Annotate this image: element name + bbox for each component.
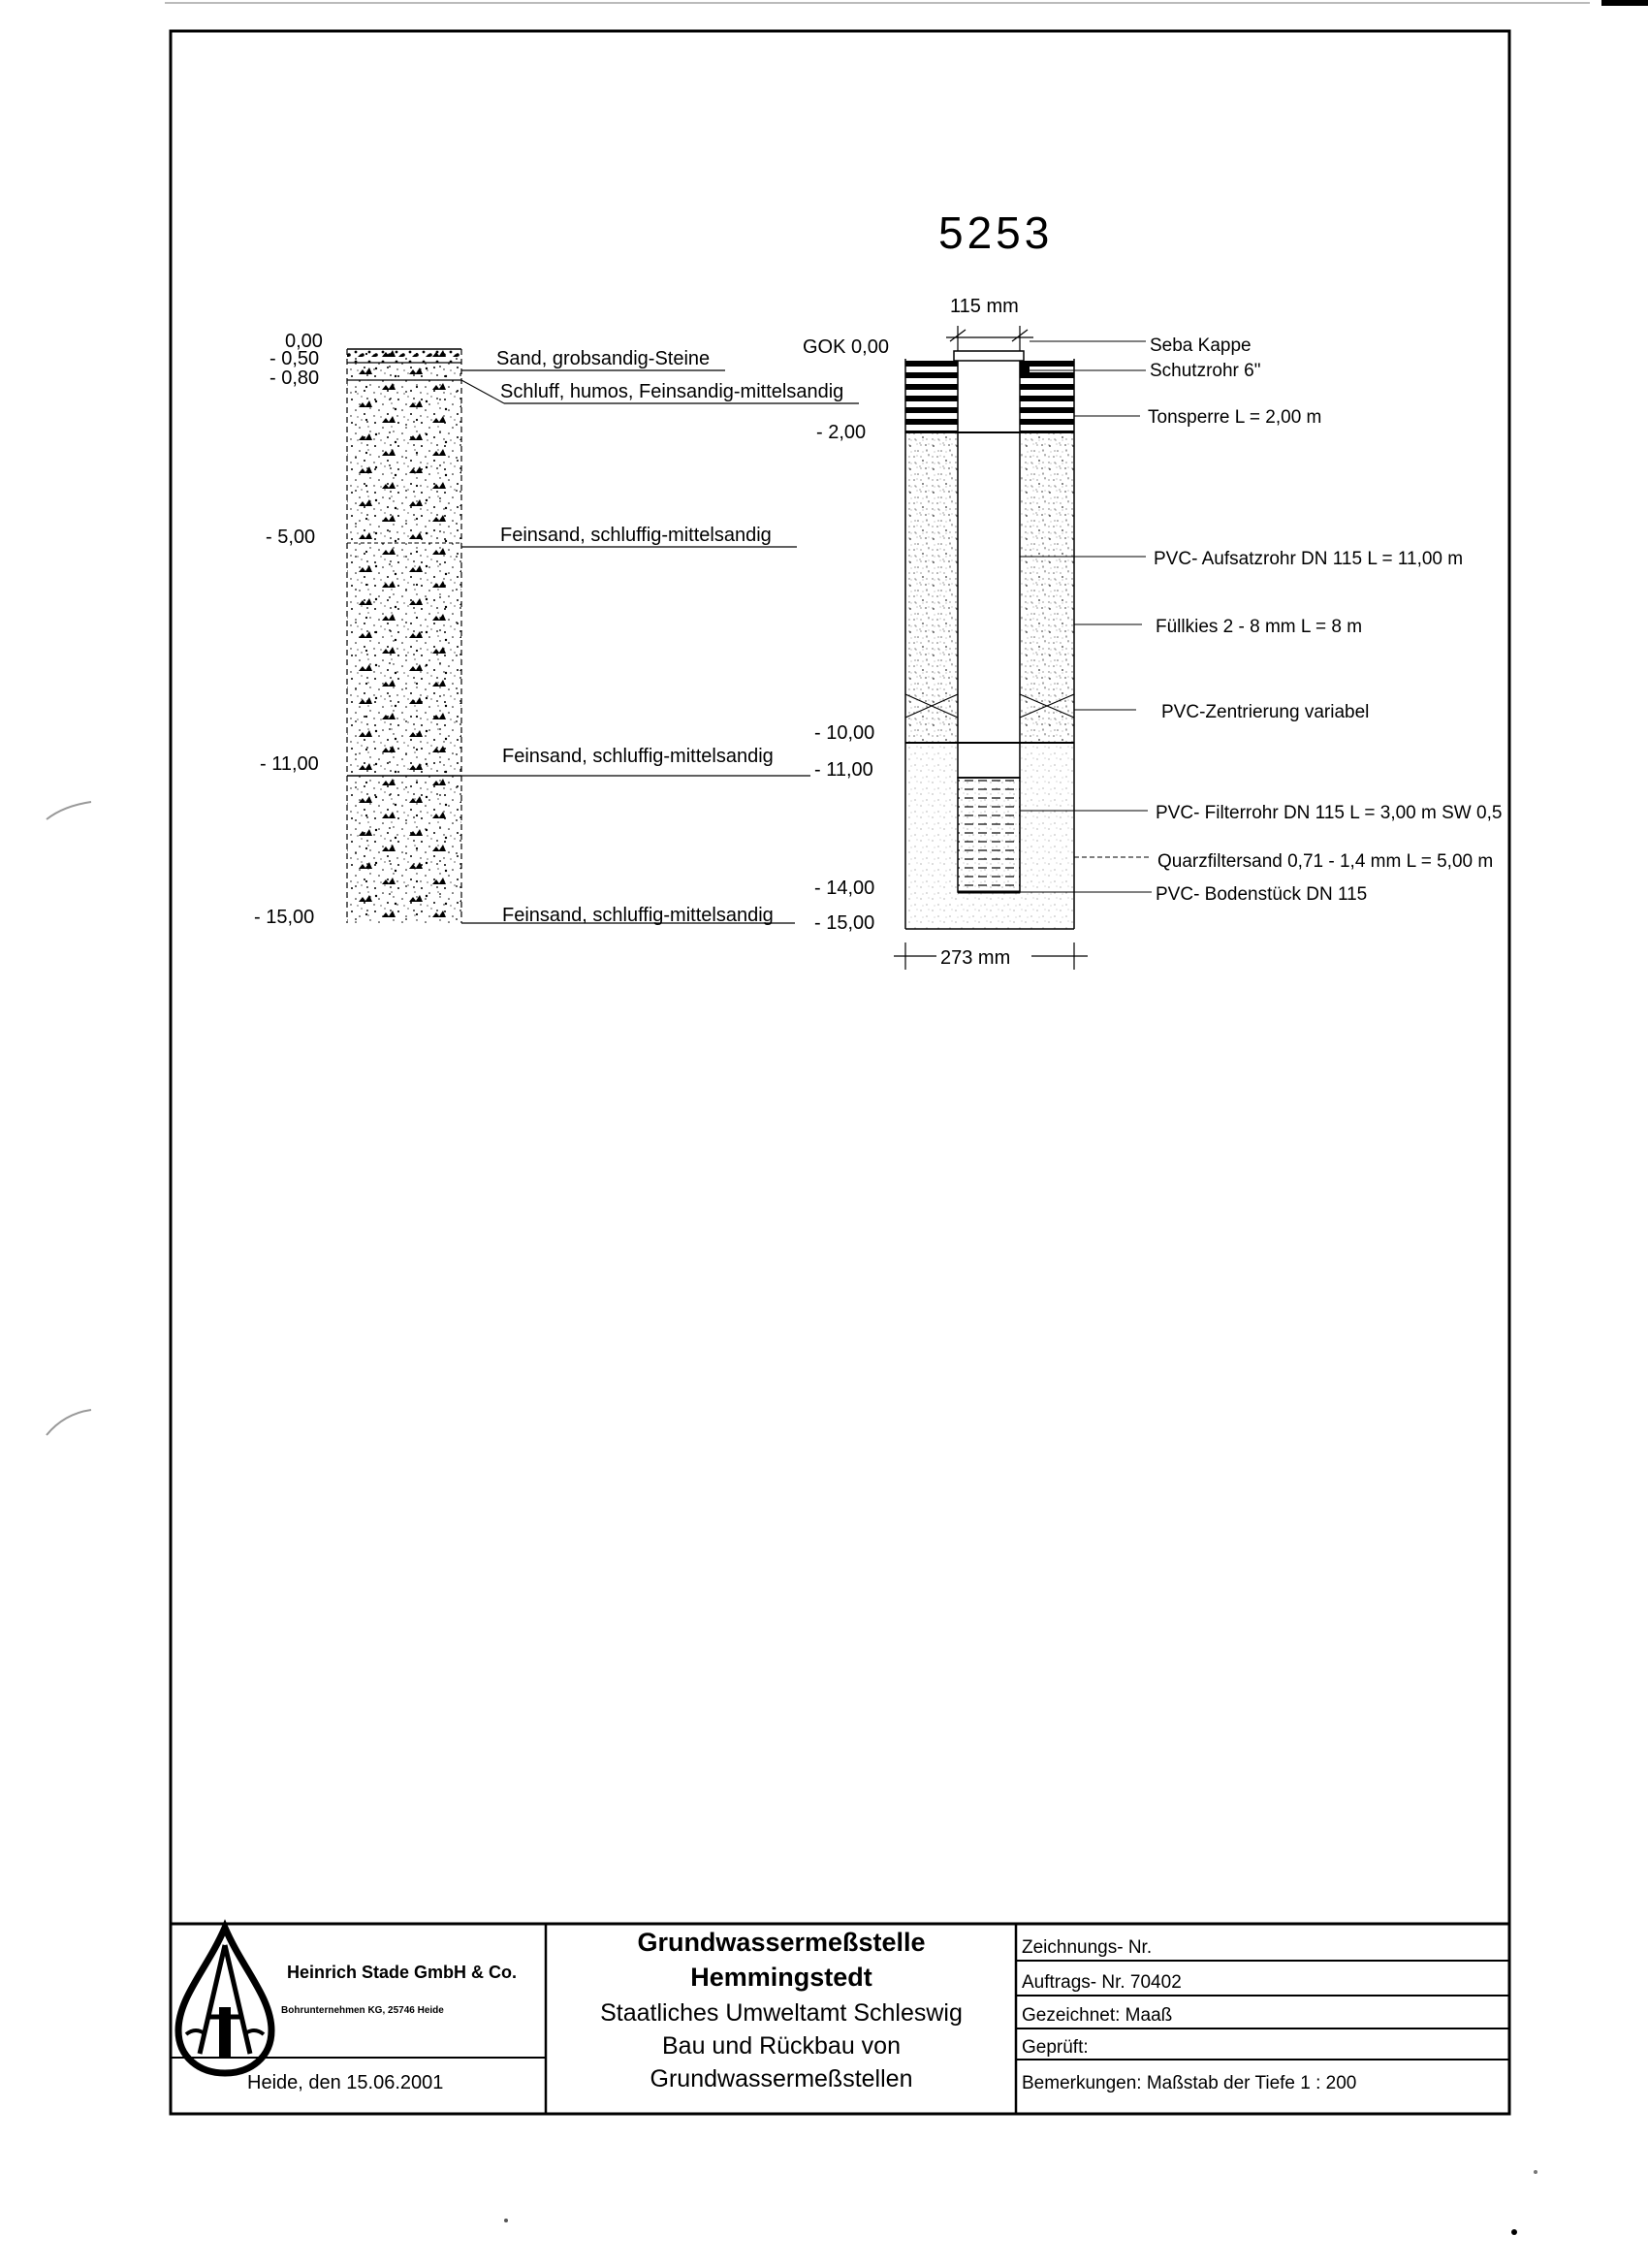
- bore-depth-label: - 0,50: [269, 348, 320, 369]
- component-label: PVC-Zentrierung variabel: [1161, 702, 1370, 722]
- bore-depth-label: - 0,80: [269, 367, 320, 389]
- well-depth-label: - 14,00: [814, 878, 875, 899]
- bore-log-layer-gravel: [347, 349, 461, 363]
- logo-bit: [219, 2007, 231, 2058]
- filter-screen: [958, 778, 1020, 892]
- component-label: Tonsperre L = 2,00 m: [1148, 407, 1322, 428]
- well-diagram: [905, 351, 1074, 929]
- order-number-field: Auftrags- Nr. 70402: [1022, 1972, 1182, 1993]
- punch-hole-mark: [47, 802, 91, 819]
- layer-description: Feinsand, schluffig-mittelsandig: [502, 746, 774, 767]
- layer-description: Sand, grobsandig-Steine: [496, 348, 711, 369]
- drawn-by-field: Gezeichnet: Maaß: [1022, 2005, 1173, 2026]
- drawing-client: Staatliches Umweltamt Schleswig: [600, 1999, 963, 2027]
- drawing-location: Hemmingstedt: [690, 1963, 872, 1992]
- scan-speck: [1511, 2229, 1517, 2235]
- company-name: Heinrich Stade GmbH & Co.: [287, 1963, 518, 1982]
- layer-description: Feinsand, schluffig-mittelsandig: [500, 525, 772, 546]
- sheet-number: 5253: [938, 208, 1054, 258]
- punch-hole-mark: [47, 1410, 91, 1435]
- layer-description: Feinsand, schluffig-mittelsandig: [502, 905, 774, 926]
- gok-label: GOK 0,00: [803, 336, 889, 358]
- layer-leader: [461, 380, 504, 403]
- dimension-top: 115 mm: [950, 296, 1019, 317]
- component-label: Füllkies 2 - 8 mm L = 8 m: [1156, 617, 1363, 637]
- component-label: PVC- Filterrohr DN 115 L = 3,00 m SW 0,5: [1156, 803, 1503, 823]
- bore-log-layer-silt: [347, 363, 461, 380]
- protection-pipe: [1020, 361, 1030, 376]
- drawing-title: Grundwassermeßstelle: [637, 1928, 926, 1957]
- place-date: Heide, den 15.06.2001: [247, 2072, 444, 2093]
- drawing-number-field: Zeichnungs- Nr.: [1022, 1937, 1153, 1958]
- scan-speck: [504, 2219, 508, 2222]
- remarks-field: Bemerkungen: Maßstab der Tiefe 1 : 200: [1022, 2073, 1357, 2093]
- layer-description: Schluff, humos, Feinsandig-mittelsandig: [500, 381, 844, 402]
- bore-depth-label: - 15,00: [254, 907, 315, 928]
- drawing-project: Bau und Rückbau von: [661, 2032, 902, 2060]
- dimension-bottom: 273 mm: [940, 947, 1011, 969]
- drawing-project: Grundwassermeßstellen: [650, 2065, 913, 2092]
- well-depth-label: - 10,00: [814, 722, 875, 744]
- checked-by-field: Geprüft:: [1022, 2037, 1089, 2058]
- bore-depth-label: - 5,00: [266, 527, 316, 548]
- well-depth-label: - 15,00: [814, 912, 875, 934]
- component-label: Quarzfiltersand 0,71 - 1,4 mm L = 5,00 m: [1157, 851, 1494, 872]
- scan-edge-mark: [1601, 0, 1648, 6]
- component-label: Schutzrohr 6": [1150, 361, 1261, 381]
- scan-speck: [1534, 2170, 1537, 2174]
- bore-depth-label: - 11,00: [260, 753, 319, 775]
- bore-log: [347, 349, 461, 923]
- well-depth-label: - 2,00: [816, 422, 867, 443]
- company-logo: [178, 1928, 271, 2073]
- bore-log-dots: [347, 380, 461, 923]
- riser-pipe: [958, 359, 1020, 778]
- component-label: PVC- Aufsatzrohr DN 115 L = 11,00 m: [1154, 549, 1464, 569]
- bore-depth-label: 0,00: [285, 331, 323, 352]
- company-subtitle: Bohrunternehmen KG, 25746 Heide: [281, 2005, 444, 2016]
- component-label: Seba Kappe: [1150, 335, 1252, 356]
- seba-cap: [954, 351, 1024, 361]
- component-label: PVC- Bodenstück DN 115: [1156, 884, 1368, 905]
- well-depth-label: - 11,00: [814, 759, 873, 781]
